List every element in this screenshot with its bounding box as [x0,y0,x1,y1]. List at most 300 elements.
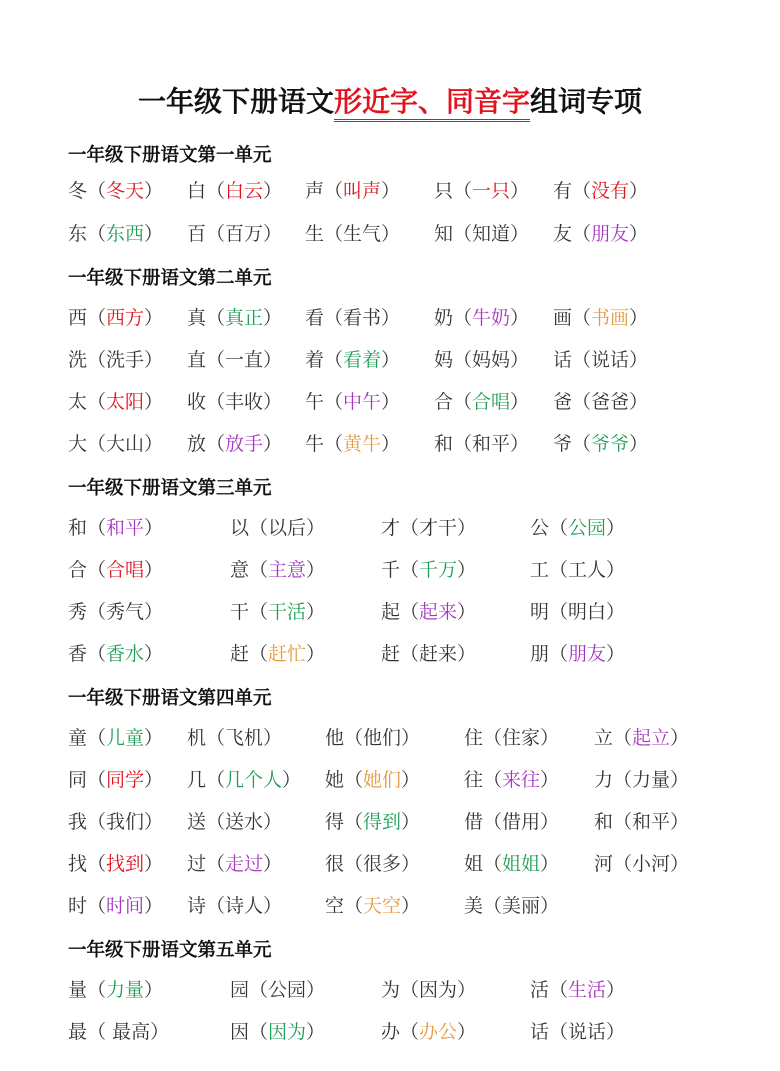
base-character: 声 [305,180,325,202]
base-character: 很 [325,853,345,875]
open-paren: （ [206,433,226,455]
open-paren: （ [344,811,364,833]
word-item [381,516,476,540]
open-paren: （ [206,769,226,791]
word-item [68,516,163,540]
close-paren: ） [144,433,164,455]
close-paren: ） [401,727,421,749]
title-highlight-similar-characters: 形近字 [334,85,418,122]
close-paren: ） [381,433,401,455]
close-paren: ） [606,979,626,1001]
compound-word: 看着 [343,349,382,371]
close-paren: ） [540,727,560,749]
base-character: 和 [434,433,454,455]
close-paren: ） [263,223,283,245]
base-character: 意 [230,559,250,581]
compound-word: 看书 [343,307,382,329]
open-paren: （ [87,223,107,245]
base-character: 只 [434,180,454,202]
close-paren: ） [606,517,626,539]
open-paren: （ [324,223,344,245]
close-paren: ） [381,180,401,202]
word-item [68,222,163,246]
compound-word: 叫声 [343,180,382,202]
compound-word: 起立 [632,727,671,749]
open-paren: （ [87,391,107,413]
close-paren: ） [606,643,626,665]
word-item [68,558,163,582]
open-paren: （ [344,895,364,917]
open-paren: （ [453,391,473,413]
open-paren: （ [572,223,592,245]
compound-word: 很多 [363,853,402,875]
base-character: 赶 [230,643,250,665]
close-paren: ） [144,769,164,791]
compound-word: 书画 [591,307,630,329]
word-item [325,726,420,750]
close-paren: ） [510,223,530,245]
base-character: 牛 [305,433,325,455]
close-paren: ） [510,180,530,202]
word-item [68,348,163,372]
base-character: 得 [325,811,345,833]
compound-word: 秀气 [106,601,145,623]
base-character: 午 [305,391,325,413]
base-character: 冬 [68,180,88,202]
word-item [594,726,689,750]
close-paren: ） [510,307,530,329]
base-character: 立 [594,727,614,749]
open-paren: （ [87,895,107,917]
open-paren: （ [572,391,592,413]
word-item [381,558,476,582]
close-paren: ） [144,180,164,202]
close-paren: ） [670,727,690,749]
open-paren: （ [249,979,269,1001]
base-character: 洗 [68,349,88,371]
word-item [305,222,400,246]
open-paren: （ [400,517,420,539]
open-paren: （ [206,853,226,875]
word-item [187,810,282,834]
word-item [187,306,282,330]
close-paren: ） [670,769,690,791]
compound-word: 中午 [343,391,382,413]
open-paren: （ [87,1021,107,1043]
open-paren: （ [324,180,344,202]
compound-word: 时间 [106,895,145,917]
open-paren: （ [87,853,107,875]
close-paren: ） [606,1021,626,1043]
compound-word: 妈妈 [472,349,511,371]
base-character: 以 [230,517,250,539]
open-paren: （ [400,601,420,623]
base-character: 住 [464,727,484,749]
close-paren: ） [606,559,626,581]
base-character: 合 [68,559,88,581]
close-paren: ） [144,895,164,917]
open-paren: （ [483,727,503,749]
close-paren: ） [306,601,326,623]
open-paren: （ [572,433,592,455]
open-paren: （ [483,853,503,875]
close-paren: ） [144,223,164,245]
compound-word: 因为 [419,979,458,1001]
base-character: 知 [434,223,454,245]
base-character: 美 [464,895,484,917]
word-item [434,390,529,414]
close-paren: ） [457,1021,477,1043]
base-character: 收 [187,391,207,413]
base-character: 友 [553,223,573,245]
close-paren: ） [263,180,283,202]
compound-word: 天空 [363,895,402,917]
word-item [530,558,625,582]
open-paren: （ [400,979,420,1001]
open-paren: （ [87,769,107,791]
close-paren: ） [670,853,690,875]
close-paren: ） [629,349,649,371]
compound-word: 大山 [106,433,145,455]
open-paren: （ [87,517,107,539]
word-item [464,768,559,792]
word-item [68,726,163,750]
close-paren: ） [401,853,421,875]
open-paren: （ [572,307,592,329]
word-item [187,726,282,750]
compound-word: 儿童 [106,727,145,749]
open-paren: （ [87,727,107,749]
base-character: 她 [325,769,345,791]
base-character: 奶 [434,307,454,329]
close-paren: ） [306,643,326,665]
open-paren: （ [206,349,226,371]
open-paren: （ [613,727,633,749]
close-paren: ） [629,223,649,245]
close-paren: ） [457,517,477,539]
open-paren: （ [206,180,226,202]
word-item [464,810,559,834]
compound-word: 办公 [419,1021,458,1043]
word-item [464,852,559,876]
word-item [464,894,559,918]
base-character: 公 [530,517,550,539]
open-paren: （ [87,307,107,329]
open-paren: （ [453,433,473,455]
compound-word: 他们 [363,727,402,749]
base-character: 干 [230,601,250,623]
compound-word: 借用 [502,811,541,833]
compound-word: 才干 [419,517,458,539]
base-character: 话 [553,349,573,371]
base-character: 直 [187,349,207,371]
base-character: 往 [464,769,484,791]
compound-word: 公园 [568,517,607,539]
open-paren: （ [549,1021,569,1043]
base-character: 时 [68,895,88,917]
compound-word: 白云 [225,180,264,202]
compound-word: 合唱 [472,391,511,413]
base-character: 起 [381,601,401,623]
compound-word: 西方 [106,307,145,329]
close-paren: ） [401,895,421,917]
compound-word: 百万 [225,223,264,245]
compound-word: 洗手 [106,349,145,371]
compound-word: 住家 [502,727,541,749]
close-paren: ） [381,223,401,245]
word-item [530,1020,625,1044]
word-item [305,306,400,330]
word-item [434,306,529,330]
word-item [553,306,648,330]
compound-word: 说话 [591,349,630,371]
open-paren: （ [344,727,364,749]
word-item [530,600,625,624]
compound-word: 公园 [268,979,307,1001]
base-character: 和 [594,811,614,833]
word-item [187,179,282,203]
compound-word: 丰收 [225,391,264,413]
word-item [305,432,400,456]
base-character: 借 [464,811,484,833]
word-item [434,179,529,203]
compound-word: 诗人 [225,895,264,917]
base-character: 因 [230,1021,250,1043]
close-paren: ） [629,307,649,329]
word-item [68,179,163,203]
compound-word: 知道 [472,223,511,245]
close-paren: ） [144,643,164,665]
word-item [68,600,163,624]
close-paren: ） [144,391,164,413]
open-paren: （ [453,223,473,245]
compound-word: 和平 [472,433,511,455]
word-item [68,432,163,456]
compound-word: 牛奶 [472,307,511,329]
open-paren: （ [483,895,503,917]
open-paren: （ [549,979,569,1001]
compound-word: 千万 [419,559,458,581]
base-character: 同 [68,769,88,791]
compound-word: 朋友 [591,223,630,245]
close-paren: ） [381,307,401,329]
word-item [230,978,325,1002]
open-paren: （ [87,433,107,455]
close-paren: ） [306,979,326,1001]
word-item [230,642,325,666]
word-item [68,306,163,330]
compound-word: 东西 [106,223,145,245]
close-paren: ） [263,727,283,749]
close-paren: ） [144,559,164,581]
base-character: 姐 [464,853,484,875]
open-paren: （ [324,307,344,329]
compound-word: 送水 [225,811,264,833]
word-item [68,642,163,666]
compound-word: 冬天 [106,180,145,202]
open-paren: （ [400,559,420,581]
open-paren: （ [206,895,226,917]
base-character: 朋 [530,643,550,665]
base-character: 看 [305,307,325,329]
compound-word: 生气 [343,223,382,245]
open-paren: （ [87,643,107,665]
compound-word: 来往 [502,769,541,791]
unit-heading: 一年级下册语文第二单元 [68,268,272,289]
open-paren: （ [87,601,107,623]
compound-word: 我们 [106,811,145,833]
word-item [325,894,420,918]
base-character: 明 [530,601,550,623]
word-item [68,390,163,414]
word-item [530,516,625,540]
compound-word: 朋友 [568,643,607,665]
word-item [187,222,282,246]
base-character: 真 [187,307,207,329]
base-character: 园 [230,979,250,1001]
base-character: 千 [381,559,401,581]
compound-word: 真正 [225,307,264,329]
open-paren: （ [87,180,107,202]
close-paren: ） [263,433,283,455]
word-item [325,810,420,834]
word-item [594,852,689,876]
compound-word: 力量 [106,979,145,1001]
base-character: 工 [530,559,550,581]
base-character: 画 [553,307,573,329]
base-character: 和 [68,517,88,539]
close-paren: ） [510,391,530,413]
close-paren: ） [629,433,649,455]
unit-heading: 一年级下册语文第五单元 [68,940,272,961]
compound-word: 赶来 [419,643,458,665]
word-item [381,642,476,666]
word-item [553,179,648,203]
close-paren: ） [144,601,164,623]
unit-heading: 一年级下册语文第四单元 [68,688,272,709]
open-paren: （ [249,601,269,623]
open-paren: （ [572,349,592,371]
close-paren: ） [150,1021,170,1043]
base-character: 秀 [68,601,88,623]
close-paren: ） [306,559,326,581]
word-item [434,348,529,372]
close-paren: ） [457,979,477,1001]
close-paren: ） [144,727,164,749]
word-item [594,768,689,792]
word-item [187,768,301,792]
compound-word: 干活 [268,601,307,623]
compound-word: 爷爷 [591,433,630,455]
close-paren: ） [144,853,164,875]
compound-word: 放手 [225,433,264,455]
word-item [434,222,529,246]
base-character: 西 [68,307,88,329]
open-paren: （ [549,517,569,539]
base-character: 妈 [434,349,454,371]
compound-word: 香水 [106,643,145,665]
word-item [187,852,282,876]
word-item [381,978,476,1002]
word-item [230,1020,325,1044]
open-paren: （ [249,559,269,581]
base-character: 才 [381,517,401,539]
compound-word: 最高 [106,1021,151,1043]
close-paren: ） [144,307,164,329]
close-paren: ） [457,559,477,581]
close-paren: ） [401,811,421,833]
close-paren: ） [540,853,560,875]
close-paren: ） [401,769,421,791]
base-character: 办 [381,1021,401,1043]
base-character: 量 [68,979,88,1001]
close-paren: ） [381,391,401,413]
base-character: 童 [68,727,88,749]
close-paren: ） [263,307,283,329]
open-paren: （ [206,811,226,833]
word-item [187,348,282,372]
word-item [187,432,282,456]
open-paren: （ [87,979,107,1001]
word-item [230,558,325,582]
compound-word: 说话 [568,1021,607,1043]
base-character: 百 [187,223,207,245]
open-paren: （ [549,643,569,665]
page-title [0,80,780,120]
word-item [464,726,559,750]
open-paren: （ [613,853,633,875]
word-item [530,642,625,666]
base-character: 东 [68,223,88,245]
base-character: 几 [187,769,207,791]
close-paren: ） [510,433,530,455]
word-item [434,432,529,456]
word-item [187,390,282,414]
compound-word: 找到 [106,853,145,875]
open-paren: （ [87,559,107,581]
unit-heading: 一年级下册语文第一单元 [68,145,272,166]
open-paren: （ [87,811,107,833]
word-item [68,810,163,834]
open-paren: （ [324,349,344,371]
open-paren: （ [249,643,269,665]
title-separator: 、 [418,85,446,122]
word-item [187,894,282,918]
compound-word: 小河 [632,853,671,875]
open-paren: （ [572,180,592,202]
word-item [68,768,163,792]
compound-word: 一只 [472,180,511,202]
compound-word: 黄牛 [343,433,382,455]
word-item [68,852,163,876]
word-item [530,978,625,1002]
word-item [68,894,163,918]
compound-word: 没有 [591,180,630,202]
word-item [305,179,400,203]
title-highlight-homophones: 同音字 [446,85,530,122]
base-character: 爷 [553,433,573,455]
open-paren: （ [483,811,503,833]
word-item [553,348,648,372]
open-paren: （ [249,1021,269,1043]
open-paren: （ [206,223,226,245]
compound-word: 姐姐 [502,853,541,875]
compound-word: 力量 [632,769,671,791]
open-paren: （ [400,1021,420,1043]
compound-word: 以后 [268,517,307,539]
close-paren: ） [263,811,283,833]
close-paren: ） [457,643,477,665]
